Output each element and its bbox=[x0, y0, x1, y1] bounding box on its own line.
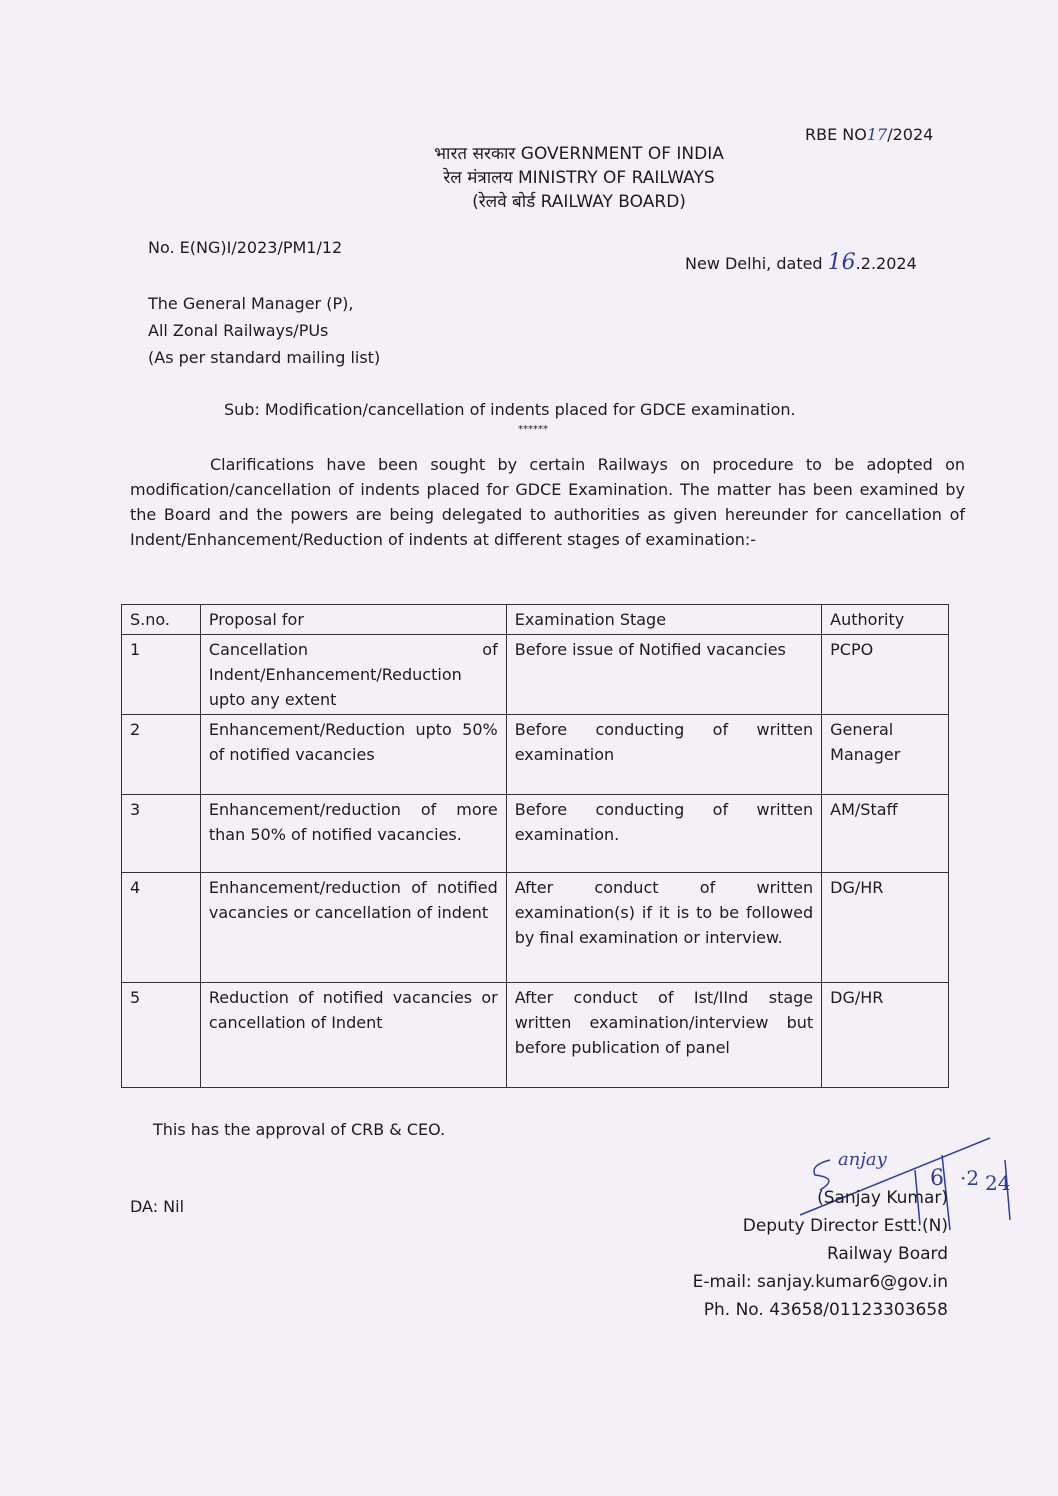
cell-sno: 2 bbox=[122, 715, 201, 795]
cell-proposal: Enhancement/reduction of more than 50% of notified vacancies. bbox=[200, 795, 506, 873]
cell-proposal: Reduction of notified vacancies or cancellation of Indent bbox=[200, 983, 506, 1088]
dated bbox=[685, 250, 917, 275]
subject-stars: ****** bbox=[518, 424, 548, 435]
signatory-phone: Ph. No. 43658/01123303658 bbox=[703, 1300, 948, 1320]
signatory-block bbox=[693, 1184, 948, 1324]
header-stage: Examination Stage bbox=[506, 605, 821, 635]
header-line-2: रेल मंत्रालय MINISTRY OF RAILWAYS bbox=[443, 168, 715, 188]
cell-proposal: Enhancement/reduction of notified vacancies or cancellation of indent bbox=[200, 873, 506, 983]
table-header-row bbox=[122, 605, 949, 635]
cell-sno: 3 bbox=[122, 795, 201, 873]
header-authority: Authority bbox=[822, 605, 949, 635]
svg-text:anjay: anjay bbox=[838, 1149, 887, 1170]
cell-stage: Before issue of Notified vacancies bbox=[506, 635, 821, 715]
signatory-name: (Sanjay Kumar) bbox=[817, 1188, 948, 1208]
table-row bbox=[122, 635, 949, 715]
rbe-prefix: RBE NO bbox=[805, 125, 867, 144]
cell-authority: PCPO bbox=[822, 635, 949, 715]
svg-text:·2: ·2 bbox=[960, 1166, 980, 1190]
cell-sno: 4 bbox=[122, 873, 201, 983]
cell-authority: DG/HR bbox=[822, 983, 949, 1088]
svg-text:24: 24 bbox=[985, 1171, 1011, 1195]
signatory-designation: Deputy Director Estt.(N) bbox=[742, 1216, 948, 1236]
dated-prefix: New Delhi, dated bbox=[685, 254, 828, 273]
addressee bbox=[148, 290, 380, 371]
header-line-1: भारत सरकार GOVERNMENT OF INDIA bbox=[434, 144, 724, 164]
cell-authority: AM/Staff bbox=[822, 795, 949, 873]
approval-note: This has the approval of CRB & CEO. bbox=[153, 1120, 446, 1139]
cell-stage: Before conducting of written examination. bbox=[506, 795, 821, 873]
header-proposal: Proposal for bbox=[200, 605, 506, 635]
header-sno: S.no. bbox=[122, 605, 201, 635]
cell-proposal: Enhancement/Reduction upto 50% of notified vacancies bbox=[200, 715, 506, 795]
cell-authority: DG/HR bbox=[822, 873, 949, 983]
table-row bbox=[122, 795, 949, 873]
header-line-3: (रेलवे बोर्ड RAILWAY BOARD) bbox=[472, 192, 686, 212]
dated-rest: .2.2024 bbox=[855, 254, 917, 273]
cell-sno: 1 bbox=[122, 635, 201, 715]
table-row bbox=[122, 715, 949, 795]
cell-stage: After conduct of written examination(s) if it is to be followed by final examination or interview. bbox=[506, 873, 821, 983]
dated-day: 16 bbox=[827, 250, 856, 275]
cell-authority: General Manager bbox=[822, 715, 949, 795]
svg-text:6: 6 bbox=[930, 1166, 944, 1191]
cell-stage: After conduct of Ist/IInd stage written examination/interview but before publication of panel bbox=[506, 983, 821, 1088]
signatory-office: Railway Board bbox=[826, 1244, 948, 1264]
da-note: DA: Nil bbox=[130, 1197, 185, 1216]
rbe-handwritten-number: 17 bbox=[866, 125, 888, 144]
body-paragraph: Clarifications have been sought by certain Railways on procedure to be adopted on modification/cancellation of indents placed for GDCE Examination. The matter has been examined by the Board and the powers are being delegated to authorities as given hereunder for cancellation of Indent/Enhancement/Reduction of indents at different stages of examination:- bbox=[130, 455, 965, 549]
cell-sno: 5 bbox=[122, 983, 201, 1088]
letter-number: No. E(NG)I/2023/PM1/12 bbox=[148, 238, 343, 257]
delegation-table bbox=[121, 604, 949, 1088]
table-row bbox=[122, 873, 949, 983]
cell-proposal: Cancellation of Indent/Enhancement/Reduction upto any extent bbox=[200, 635, 506, 715]
addressee-line: All Zonal Railways/PUs bbox=[148, 321, 329, 340]
cell-stage: Before conducting of written examination bbox=[506, 715, 821, 795]
signatory-email: E-mail: sanjay.kumar6@gov.in bbox=[692, 1272, 948, 1292]
addressee-line: The General Manager (P), bbox=[148, 294, 354, 313]
rbe-suffix: /2024 bbox=[887, 125, 934, 144]
subject: Sub: Modification/cancellation of indents placed for GDCE examination. bbox=[224, 400, 796, 419]
table-row bbox=[122, 983, 949, 1088]
addressee-line: (As per standard mailing list) bbox=[148, 348, 381, 367]
